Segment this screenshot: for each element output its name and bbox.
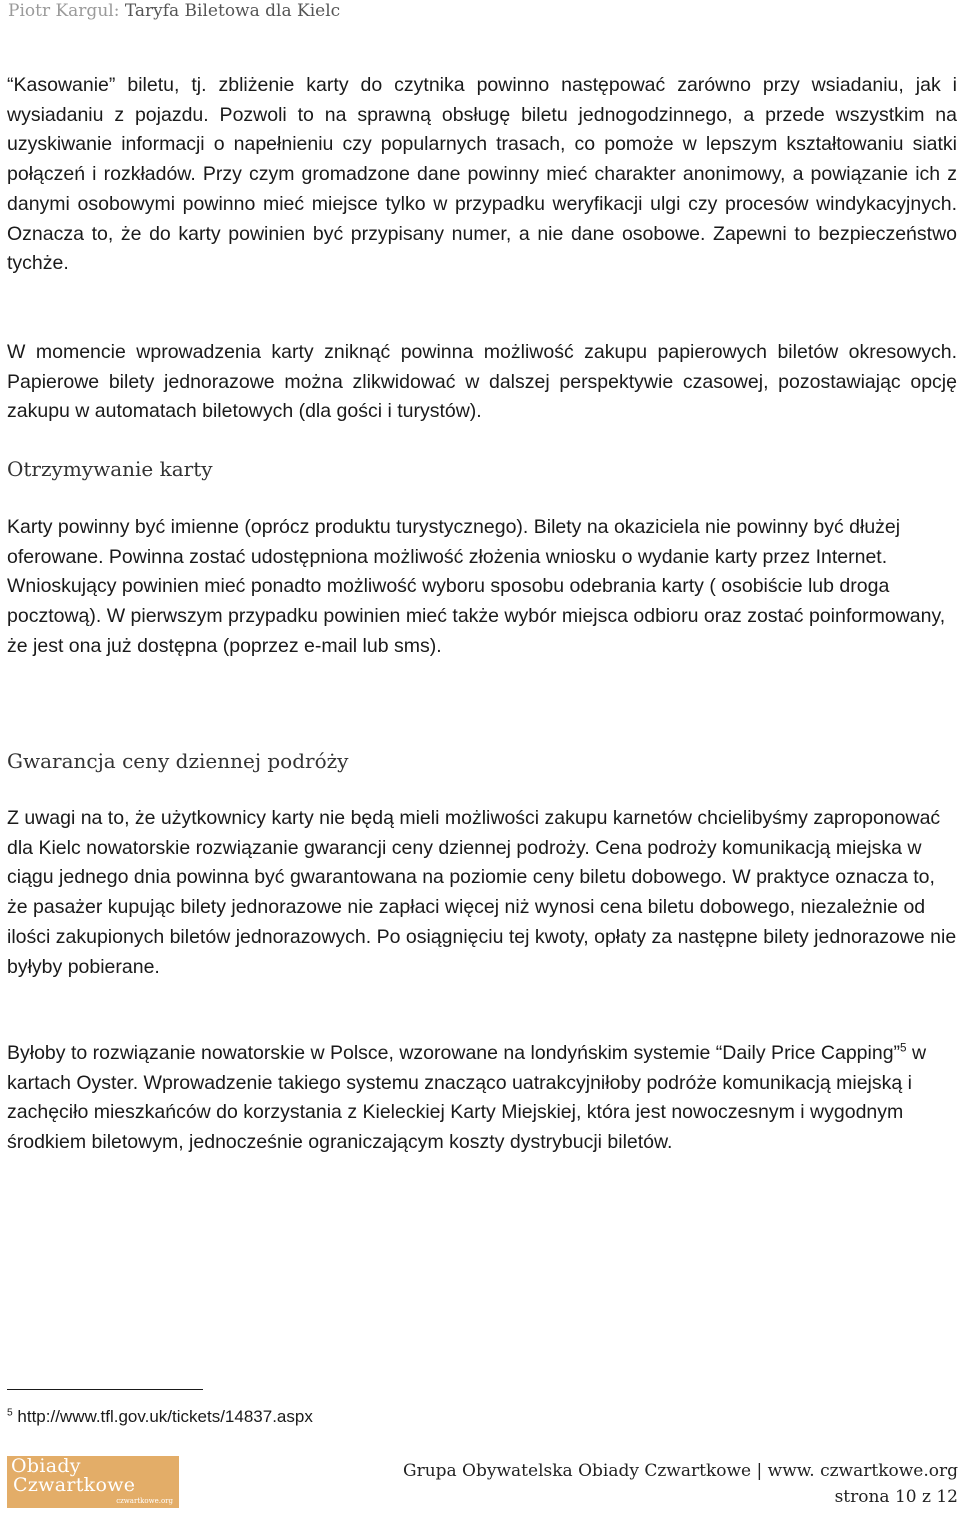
footnote-url[interactable]: http://www.tfl.gov.uk/tickets/14837.aspx (12, 1407, 313, 1426)
paragraph-card-issuing: Karty powinny być imienne (oprócz produktu turystycznego). Bilety na okaziciela nie powinny być dłużej oferowane. Powinna zostać udostępniona możliwość złożenia wniosku o wydanie karty przez Internet. Wnioskujący powinien mieć ponadto możliwość wyboru sposobu odebrania karty ( osobiście lub droga pocztową). W pierwszym przypadku powinien mieć także wybór miejsca odbioru oraz zostać poinformowany, że jest ona już dostępna (poprzez e-mail lub sms). (7, 516, 946, 657)
footnote (7, 1406, 313, 1428)
heading-getting-card: Otrzymywanie karty (7, 457, 213, 481)
footnote-number: 5 (7, 1407, 13, 1419)
footnote-divider (7, 1389, 203, 1390)
logo-line2: Czwartkowe (13, 1474, 136, 1496)
paragraph-paper-tickets: W momencie wprowadzenia karty zniknąć powinna możliwość zakupu papierowych biletów okresowych. Papierowe bilety jednorazowe można zlikwidować w dalszej perspektywie czasowej, pozostawiając opcję zakupu w automatach biletowych (dla gości i turystów). (7, 341, 957, 423)
paragraph-card-validation: “Kasowanie” biletu, tj. zbliżenie karty do czytnika powinno następować zarówno przy wsiadaniu, jak i wysiadaniu z pojazdu. Pozwoli to na sprawną obsługę biletu jednogodzinnego, a przede wszystkim na uzyskiwanie informacji o napełnieniu czy popularnych trasach, co pomoże w lepszym kształtowaniu siatki połączeń i rozkładów. Przy czym gromadzone dane powinny mieć charakter anonimowy, a powiązanie ich z danymi osobowymi powinno mieć miejsce tylko w przypadku weryfikacji ulgi czy procesów windykacyjnych. Oznacza to, że do karty powinien być przypisany numer, a nie dane osobowe. Zapewni to bezpieczeństwo tychże. (7, 74, 957, 275)
header-title: Taryfa Biletowa dla Kielc (124, 1, 341, 21)
logo-small-url: czwartkowe.org (116, 1497, 173, 1505)
running-header (8, 0, 340, 22)
paragraph-daily-cap: Z uwagi na to, że użytkownicy karty nie będą mieli możliwości zakupu karnetów chcielibyśmy zaproponować dla Kielc nowatorskie rozwiązanie gwarancji ceny dziennej podroży. Cena podroży komunikacją miejska w ciągu jednego dnia powinna być gwarantowana na poziomie ceny biletu dobowego. W praktyce oznacza to, że pasażer kupując bilety jednorazowe nie zapłaci więcej niż wynosi cena biletu dobowego, niezależnie od ilości zakupionych biletów jednorazowych. Po osiągnięciu tej kwoty, opłaty za następne bilety jednorazowe nie byłyby pobierane. (7, 807, 957, 978)
header-author: Piotr Kargul: (8, 1, 120, 21)
page-number: strona 10 z 12 (834, 1487, 958, 1507)
obiady-czwartkowe-logo (7, 1456, 179, 1508)
p5-text-after: w kartach Oyster. Wprowadzenie takiego systemu znacząco uatrakcyjniłoby podróże komunikacją miejską i zachęciło mieszkańców do korzystania z Kieleckiej Karty Miejskiej, która jest nowoczesnym i wygodnym środkiem biletowym, jednocześnie ograniczającym koszty dystrybucji biletów. (7, 1042, 927, 1154)
logo-line1: Obiady (11, 1455, 81, 1477)
footnote-ref[interactable]: 5 (900, 1041, 907, 1055)
page-footer (403, 1460, 958, 1508)
footer-organization: Grupa Obywatelska Obiady Czwartkowe | www. czwartkowe.org (402, 1461, 958, 1481)
p5-text-before: Byłoby to rozwiązanie nowatorskie w Polsce, wzorowane na londyńskim systemie “Daily Price Capping” (7, 1042, 901, 1064)
paragraph-oyster-capping (7, 1039, 957, 1158)
heading-daily-price-guarantee: Gwarancja ceny dziennej podróży (7, 749, 349, 773)
